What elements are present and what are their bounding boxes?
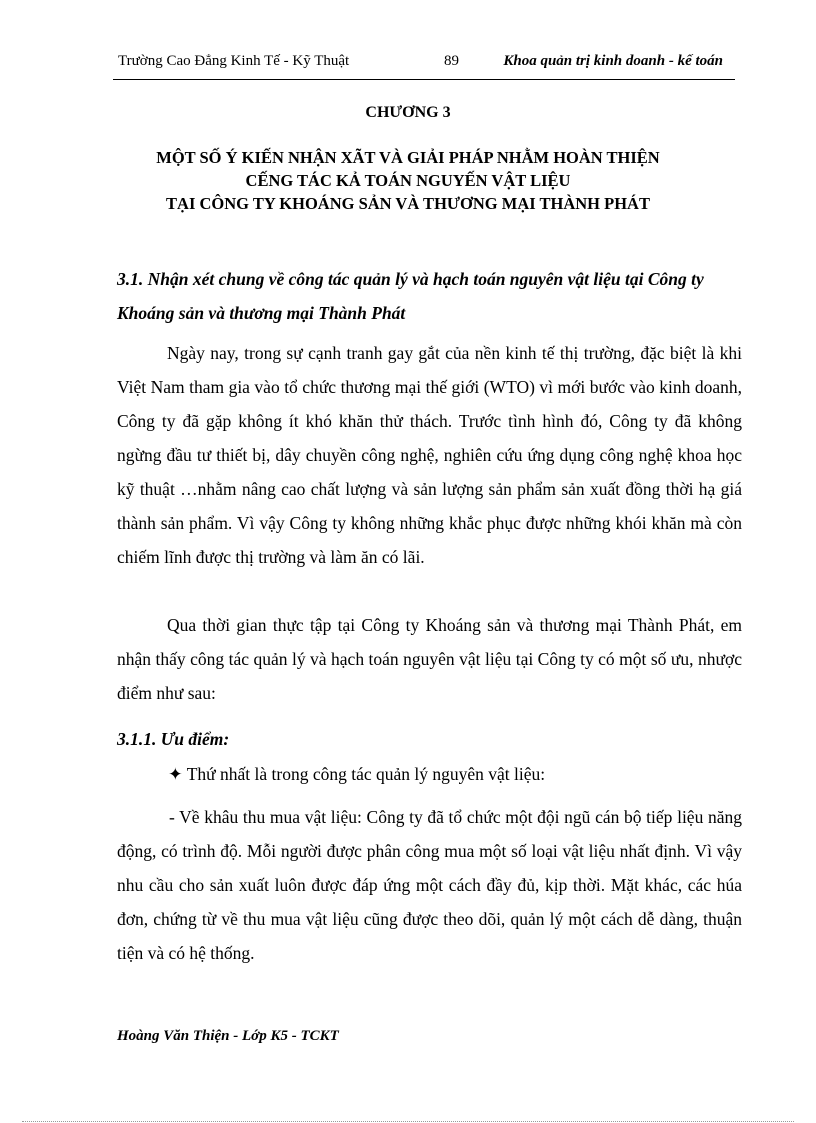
chapter-title-line: CẾNG TÁC KẢ TOÁN NGUYẾN VẬT LIỆU xyxy=(245,171,571,190)
section-3-1-heading: 3.1. Nhận xét chung về công tác quản lý và hạch toán nguyên vật liệu tại Công ty Khoáng sản và thương mại Thành Phát xyxy=(117,269,704,323)
chapter-title xyxy=(0,146,816,215)
page-footer: Hoàng Văn Thiện - Lớp K5 - TCKT xyxy=(117,1028,339,1044)
paragraph-purchasing xyxy=(117,800,742,970)
paragraph-internship xyxy=(117,608,742,710)
bullet-item xyxy=(168,764,545,785)
chapter-title-line: MỘT SỐ Ý KIẾN NHẬN XÃT VÀ GIẢI PHÁP NHẰM HOÀN THIỆN xyxy=(156,148,660,167)
chapter-title-line: TẠI CÔNG TY KHOÁNG SẢN VÀ THƯƠNG MẠI THÀNH PHÁT xyxy=(166,194,650,213)
header-department: Khoa quản trị kinh doanh - kế toán xyxy=(503,53,723,69)
header-school: Trường Cao Đẳng Kinh Tế - Kỹ Thuật xyxy=(118,53,350,69)
paragraph-purchasing-text: - Về khâu thu mua vật liệu: Công ty đã tổ chức một đội ngũ cán bộ tiếp liệu năng động, có trình độ. Mỗi người được phân công mua một số loại vật liệu nhất định. Vì vậy nhu cầu cho sản xuất luôn được đáp ứng một cách đầy đủ, kịp thời. Mặt khác, các húa đơn, chứng từ về thu mua vật liệu cũng được theo dõi, quản lý một cách dễ dàng, thuận tiện và có hệ thống. xyxy=(117,807,742,963)
paragraph-internship-text: Qua thời gian thực tập tại Công ty Khoáng sản và thương mại Thành Phát, em nhận thấy công tác quản lý và hạch toán nguyên vật liệu tại Công ty có một số ưu, nhược điểm như sau: xyxy=(117,615,742,703)
page-number: 89 xyxy=(444,53,459,69)
chapter-heading: CHƯƠNG 3 xyxy=(365,104,451,121)
page-header xyxy=(113,53,735,80)
paragraph-intro xyxy=(117,336,742,574)
star-bullet-icon: ✦ xyxy=(168,764,183,784)
paragraph-intro-text: Ngày nay, trong sự cạnh tranh gay gắt của nền kinh tế thị trường, đặc biệt là khi Việt Nam tham gia vào tổ chức thương mại thế giới (WTO) vì mới bước vào kinh doanh, Công ty đã gặp không ít khó khăn thử thách. Trước tình hình đó, Công ty đã không ngừng đầu tư thiết bị, dây chuyền công nghệ, nghiên cứu ứng dụng công nghệ khoa học kỹ thuật …nhằm nâng cao chất lượng và sản lượng sản phẩm sản xuất đồng thời hạ giá thành sản phẩm. Vì vậy Công ty không những khắc phục được những khói khăn mà còn chiếm lĩnh được thị trường và làm ăn có lãi. xyxy=(117,343,742,567)
bullet-text: Thứ nhất là trong công tác quản lý nguyên vật liệu: xyxy=(186,764,546,784)
section-3-1-1-heading: 3.1.1. Ưu điểm: xyxy=(117,729,230,749)
page-bottom-dotted-line xyxy=(22,1121,794,1122)
